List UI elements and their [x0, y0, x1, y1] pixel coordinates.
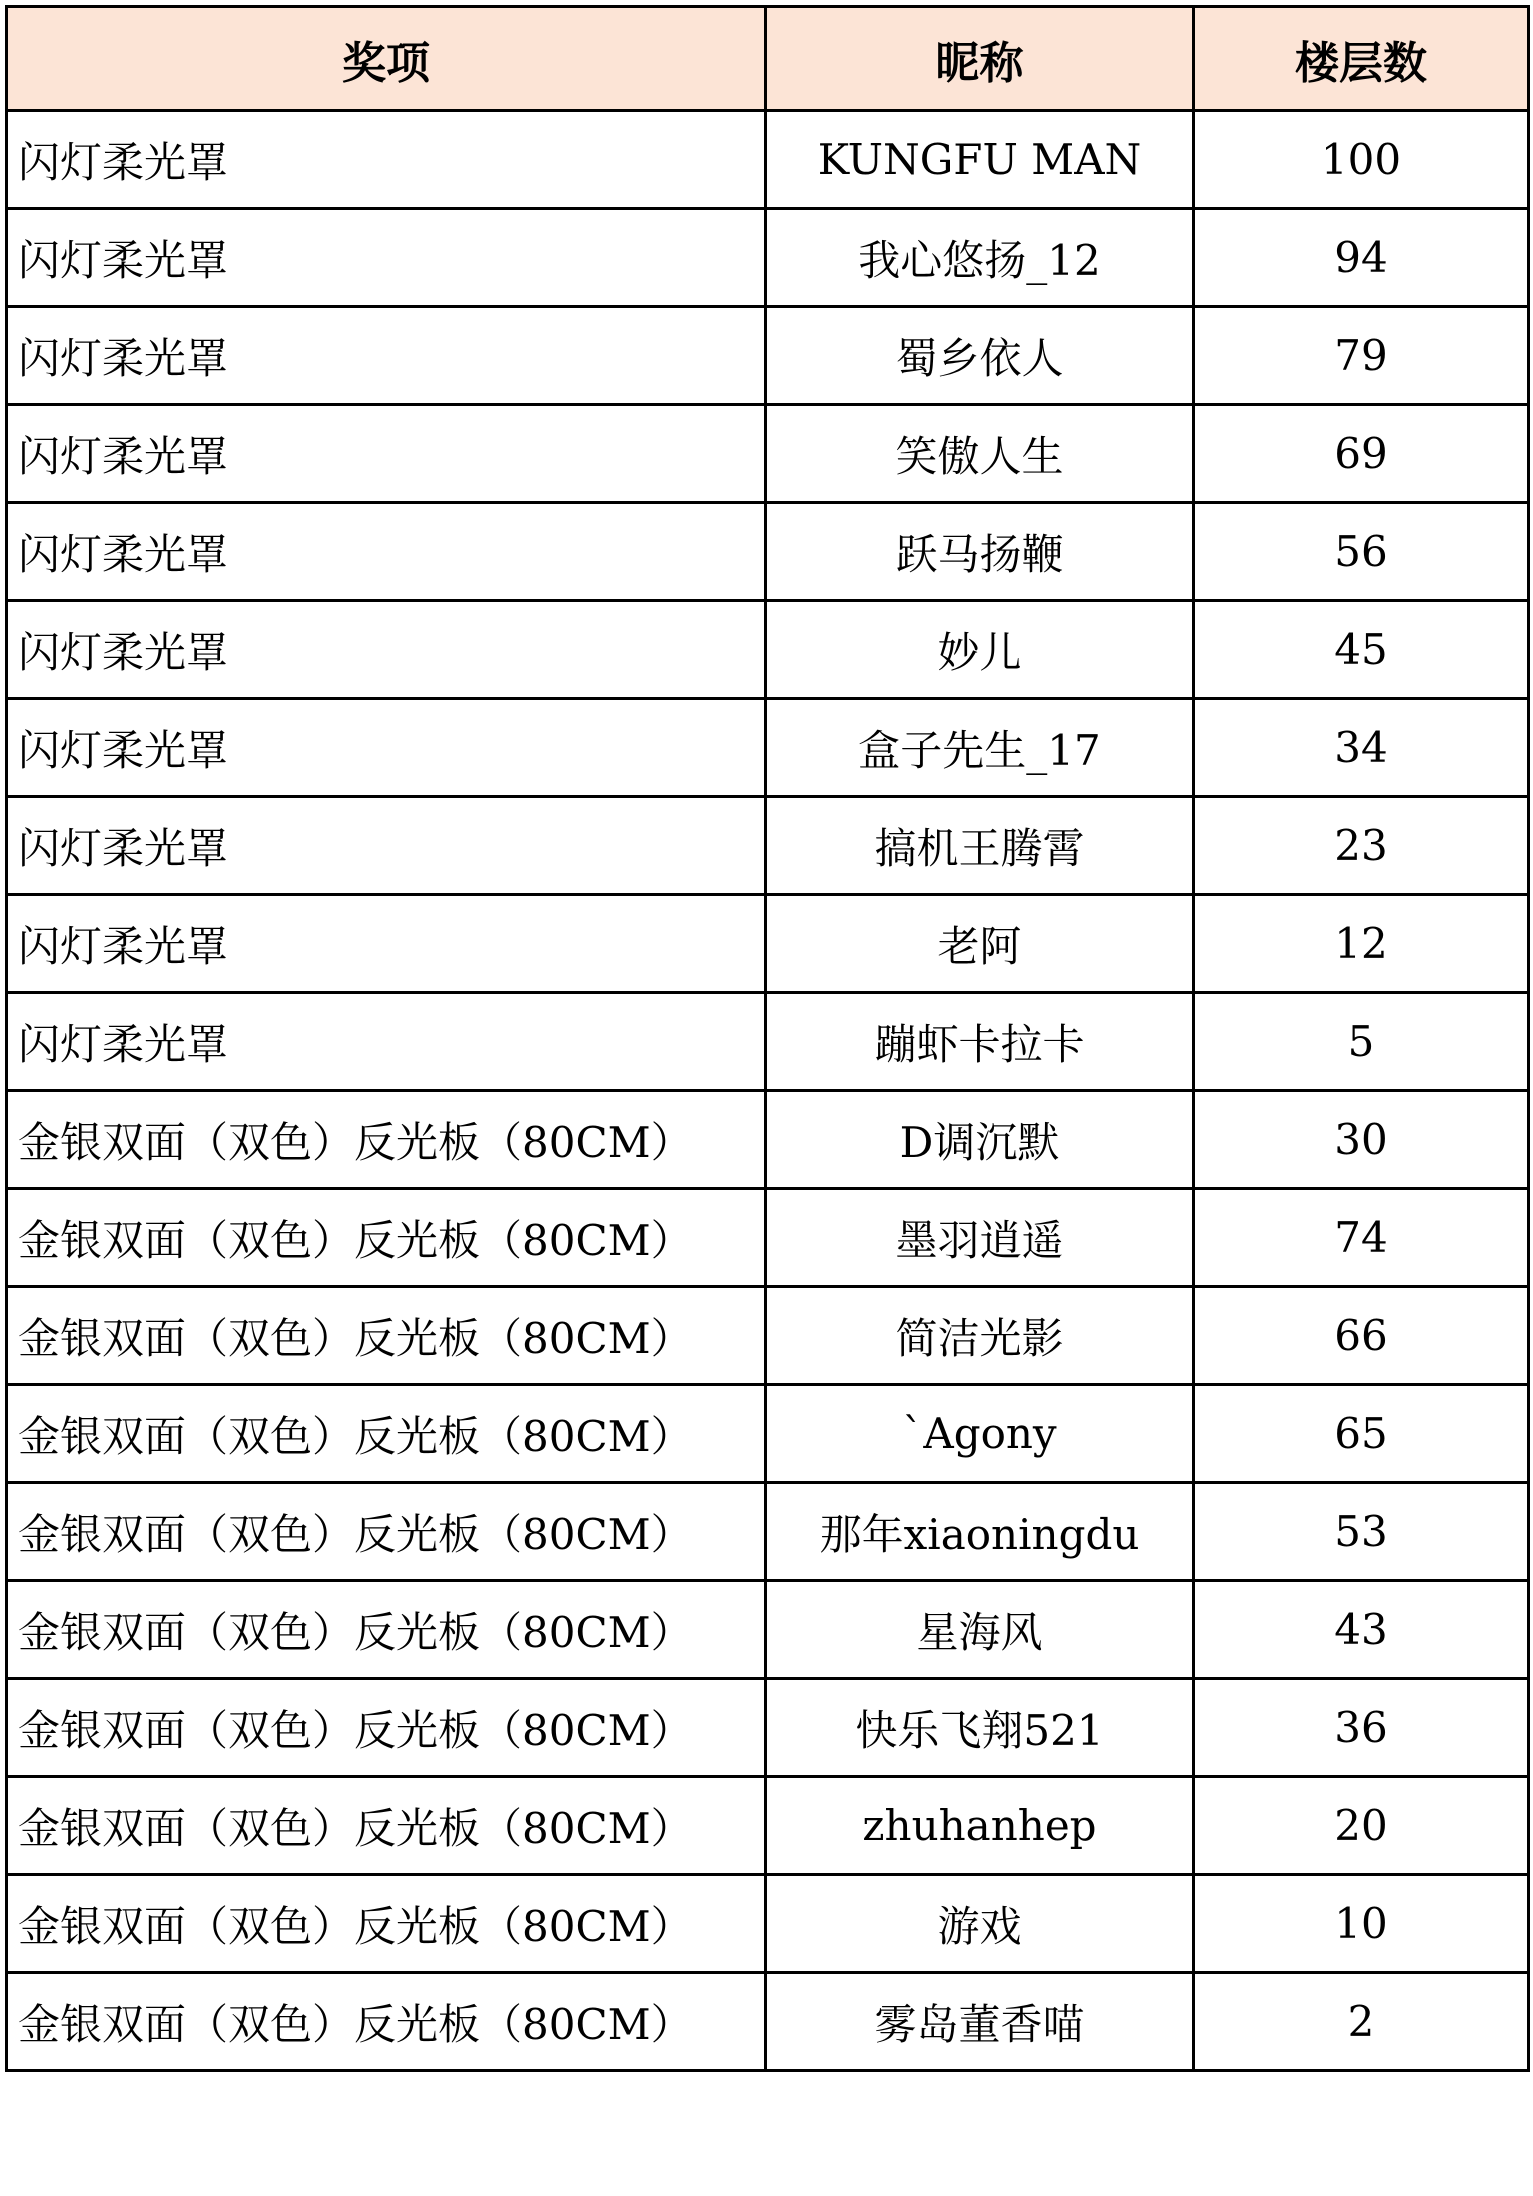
prize-cell: 金银双面（双色）反光板（80CM）	[7, 1287, 766, 1385]
floor-cell: 56	[1194, 503, 1529, 601]
floor-cell: 23	[1194, 797, 1529, 895]
prize-cell: 闪灯柔光罩	[7, 601, 766, 699]
nickname-cell: 蜀乡依人	[766, 307, 1194, 405]
table-row	[7, 993, 1529, 1091]
table-body	[7, 111, 1529, 2071]
floor-cell: 30	[1194, 1091, 1529, 1189]
floor-cell: 100	[1194, 111, 1529, 209]
table-header	[7, 7, 1529, 111]
prize-cell: 闪灯柔光罩	[7, 503, 766, 601]
prize-cell: 金银双面（双色）反光板（80CM）	[7, 1973, 766, 2071]
header-row	[7, 7, 1529, 111]
table-row	[7, 601, 1529, 699]
floor-cell: 34	[1194, 699, 1529, 797]
nickname-cell: KUNGFU MAN	[766, 111, 1194, 209]
prize-cell: 金银双面（双色）反光板（80CM）	[7, 1777, 766, 1875]
prize-cell: 闪灯柔光罩	[7, 699, 766, 797]
nickname-cell: 雾岛董香喵	[766, 1973, 1194, 2071]
table-row	[7, 1287, 1529, 1385]
nickname-cell: 星海风	[766, 1581, 1194, 1679]
table-row	[7, 1679, 1529, 1777]
prize-cell: 金银双面（双色）反光板（80CM）	[7, 1875, 766, 1973]
prize-cell: 闪灯柔光罩	[7, 993, 766, 1091]
prize-cell: 金银双面（双色）反光板（80CM）	[7, 1091, 766, 1189]
header-nickname: 昵称	[766, 7, 1194, 111]
nickname-cell: 我心悠扬_12	[766, 209, 1194, 307]
prize-cell: 闪灯柔光罩	[7, 111, 766, 209]
header-prize: 奖项	[7, 7, 766, 111]
nickname-cell: zhuhanhep	[766, 1777, 1194, 1875]
floor-cell: 43	[1194, 1581, 1529, 1679]
nickname-cell: 蹦虾卡拉卡	[766, 993, 1194, 1091]
nickname-cell: ˋAgony	[766, 1385, 1194, 1483]
floor-cell: 12	[1194, 895, 1529, 993]
table-row	[7, 209, 1529, 307]
table-row	[7, 1385, 1529, 1483]
prize-cell: 闪灯柔光罩	[7, 405, 766, 503]
floor-cell: 2	[1194, 1973, 1529, 2071]
floor-cell: 69	[1194, 405, 1529, 503]
table-row	[7, 503, 1529, 601]
table-row	[7, 699, 1529, 797]
table-row	[7, 1777, 1529, 1875]
prize-cell: 闪灯柔光罩	[7, 307, 766, 405]
prize-cell: 金银双面（双色）反光板（80CM）	[7, 1483, 766, 1581]
floor-cell: 74	[1194, 1189, 1529, 1287]
floor-cell: 65	[1194, 1385, 1529, 1483]
prize-cell: 金银双面（双色）反光板（80CM）	[7, 1581, 766, 1679]
nickname-cell: 妙儿	[766, 601, 1194, 699]
table-row	[7, 1091, 1529, 1189]
nickname-cell: 简洁光影	[766, 1287, 1194, 1385]
nickname-cell: 墨羽逍遥	[766, 1189, 1194, 1287]
floor-cell: 53	[1194, 1483, 1529, 1581]
floor-cell: 45	[1194, 601, 1529, 699]
table-row	[7, 1973, 1529, 2071]
table-row	[7, 1581, 1529, 1679]
prize-cell: 闪灯柔光罩	[7, 209, 766, 307]
nickname-cell: 老阿	[766, 895, 1194, 993]
table-row	[7, 405, 1529, 503]
prize-cell: 金银双面（双色）反光板（80CM）	[7, 1189, 766, 1287]
floor-cell: 10	[1194, 1875, 1529, 1973]
floor-cell: 79	[1194, 307, 1529, 405]
nickname-cell: 笑傲人生	[766, 405, 1194, 503]
prize-cell: 闪灯柔光罩	[7, 895, 766, 993]
nickname-cell: D调沉默	[766, 1091, 1194, 1189]
floor-cell: 94	[1194, 209, 1529, 307]
table-row	[7, 111, 1529, 209]
table-row	[7, 797, 1529, 895]
nickname-cell: 跃马扬鞭	[766, 503, 1194, 601]
floor-cell: 5	[1194, 993, 1529, 1091]
table-row	[7, 1189, 1529, 1287]
prize-cell: 闪灯柔光罩	[7, 797, 766, 895]
floor-cell: 66	[1194, 1287, 1529, 1385]
prize-cell: 金银双面（双色）反光板（80CM）	[7, 1679, 766, 1777]
table-row	[7, 895, 1529, 993]
table-row	[7, 1875, 1529, 1973]
table-row	[7, 307, 1529, 405]
nickname-cell: 盒子先生_17	[766, 699, 1194, 797]
nickname-cell: 搞机王腾霄	[766, 797, 1194, 895]
nickname-cell: 那年xiaoningdu	[766, 1483, 1194, 1581]
floor-cell: 20	[1194, 1777, 1529, 1875]
nickname-cell: 快乐飞翔521	[766, 1679, 1194, 1777]
winners-table	[5, 5, 1530, 2072]
prize-cell: 金银双面（双色）反光板（80CM）	[7, 1385, 766, 1483]
table-row	[7, 1483, 1529, 1581]
nickname-cell: 游戏	[766, 1875, 1194, 1973]
floor-cell: 36	[1194, 1679, 1529, 1777]
header-floor: 楼层数	[1194, 7, 1529, 111]
